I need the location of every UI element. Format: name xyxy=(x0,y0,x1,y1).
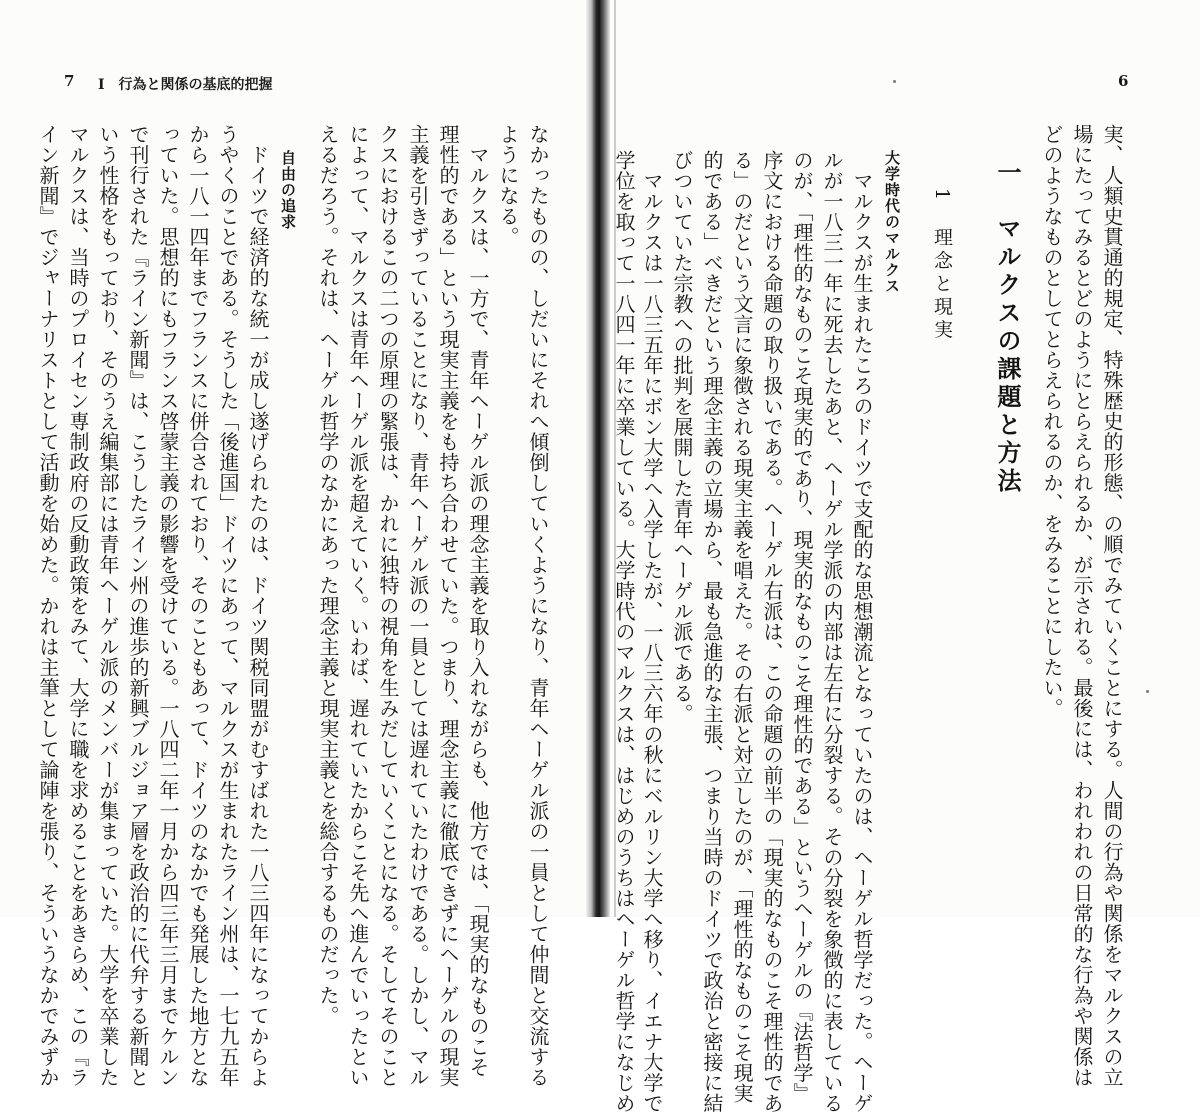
text-line: どのようなものとしてとらえられるのか、をみることにしたい。 xyxy=(1040,124,1064,719)
subheading: 大学時代のマルクス xyxy=(883,150,901,294)
text-line: 主義を引きずっていることになり、青年ヘーゲル派の一員としては遅れていたわけである。しかし、マル xyxy=(406,124,430,1088)
text-line: っていた。思想的にもフランス啓蒙主義の影響を受けている。一八四二年一月から四三年三月までケルン xyxy=(156,124,180,1088)
text-line: うやくのことである。そうした「後進国」ドイツにあって、マルクスが生まれたライン州は、一七九五年 xyxy=(216,124,240,1088)
text-line: なかったものの、しだいにそれへ傾倒していくようになり、青年ヘーゲル派の一員として仲間と交流する xyxy=(526,124,550,1088)
text-line: のが、「理性的なものこそ現実的であり、現実的なものこそ理性的である」というヘーゲルの『法哲学』 xyxy=(790,150,814,1104)
text-line: イン新聞』でジャーナリストとして活動を始めた。かれは主筆として論陣を張り、そういうなかでみずか xyxy=(36,124,60,1088)
text-line: 序文における命題の取り扱いである。ヘーゲル右派は、この命題の前半の「現実的なものこそ理性的であ xyxy=(760,150,784,1114)
text-line: えるだろう。それは、ヘーゲル哲学のなかにあった理念主義と現実主義とを総合するものだった。 xyxy=(316,124,340,1026)
text-line: 実、人類史貫通的規定、特殊歴史的形態、の順でみていくことにする。人間の行為や関係をマルクスの立 xyxy=(1100,124,1124,1088)
chapter-heading: 一 マルクスの課題と方法 xyxy=(993,160,1022,496)
text-line: ドイツで経済的な統一が成し遂げられたのは、ドイツ関税同盟がむすばれた一八三四年になってからよ xyxy=(246,124,270,1088)
text-line: マルクスは一八三五年にボン大学へ入学したが、一八三六年の秋にベルリン大学へ移り、イエナ大学で xyxy=(640,150,664,1114)
text-line: ルが一八三一年に死去したあと、ヘーゲル学派の内部は左右に分裂する。その分裂を象徴的に表している xyxy=(820,150,844,1114)
right-page-number: 6 xyxy=(1118,72,1129,90)
text-line: 理性的である」という現実主義をも持ち合わせていた。つまり、理念主義に徹底できずにヘーゲルの現実 xyxy=(436,124,460,1088)
text-line: マルクスは、一方で、青年ヘーゲル派の理念主義を取り入れながらも、他方では、「現実的なものこそ xyxy=(466,124,490,1078)
text-line: 的である」べきだという理念主義の立場から、最も急進的な主張、つまり当時のドイツで政治と密接に結 xyxy=(700,150,724,1114)
book-gutter xyxy=(586,0,610,917)
text-line: る」のだという文言に象徴される現実主義を唱えた。その右派と対立したのが、「理性的なものこそ現実 xyxy=(730,150,754,1104)
text-line: マルクスが生まれたころのドイツで支配的な思想潮流となっていたのは、ヘーゲル哲学だった。ヘーゲ xyxy=(850,150,874,1114)
text-line: 場にたってみるとどのようにとらえられるか、が示される。最後には、われわれの日常的な行為や関係は xyxy=(1070,124,1094,1088)
text-line: びついていた宗教への批判を展開した青年ヘーゲル派である。 xyxy=(670,150,694,724)
text-line: ようになる。 xyxy=(496,124,520,247)
text-line: から一八一四年までフランスに併合されており、そのこともあって、ドイツのなかでも発展した地方とな xyxy=(186,124,210,1088)
left-page-number: 7 xyxy=(64,72,75,90)
text-line: いう性格をもっており、そのうえ編集部には青年ヘーゲル派のメンバーが集まっていた。大学を卒業した xyxy=(96,124,120,1088)
scan-speck xyxy=(893,80,896,83)
text-line: マルクスは、当時のプロイセン専制政府の反動政策をみて、大学に職を求めることをあきらめ、この『ラ xyxy=(66,124,90,1088)
text-line: によって、マルクスは青年ヘーゲル派を超えていく。いわば、遅れていたからこそ先へ進んでいったとい xyxy=(346,124,370,1088)
text-line: で刊行された『ライン新聞』は、こうしたライン州の進歩的新興ブルジョア層を政治的に代弁する新聞と xyxy=(126,124,150,1088)
text-line: クスにおけるこの二つの原理の緊張は、かれに独特の視角を生みだしていくことになる。そしてそのこと xyxy=(376,124,400,1088)
subheading: 自由の追求 xyxy=(279,150,297,230)
text-line: 学位を取って一八四一年に卒業している。大学時代のマルクスは、はじめのうちはヘーゲル哲学になじめ xyxy=(612,150,636,1114)
scan-speck xyxy=(1146,690,1149,693)
section-heading: 1 理念と現実 xyxy=(931,188,953,343)
running-head: Ⅰ 行為と関係の基底的把握 xyxy=(98,77,273,93)
